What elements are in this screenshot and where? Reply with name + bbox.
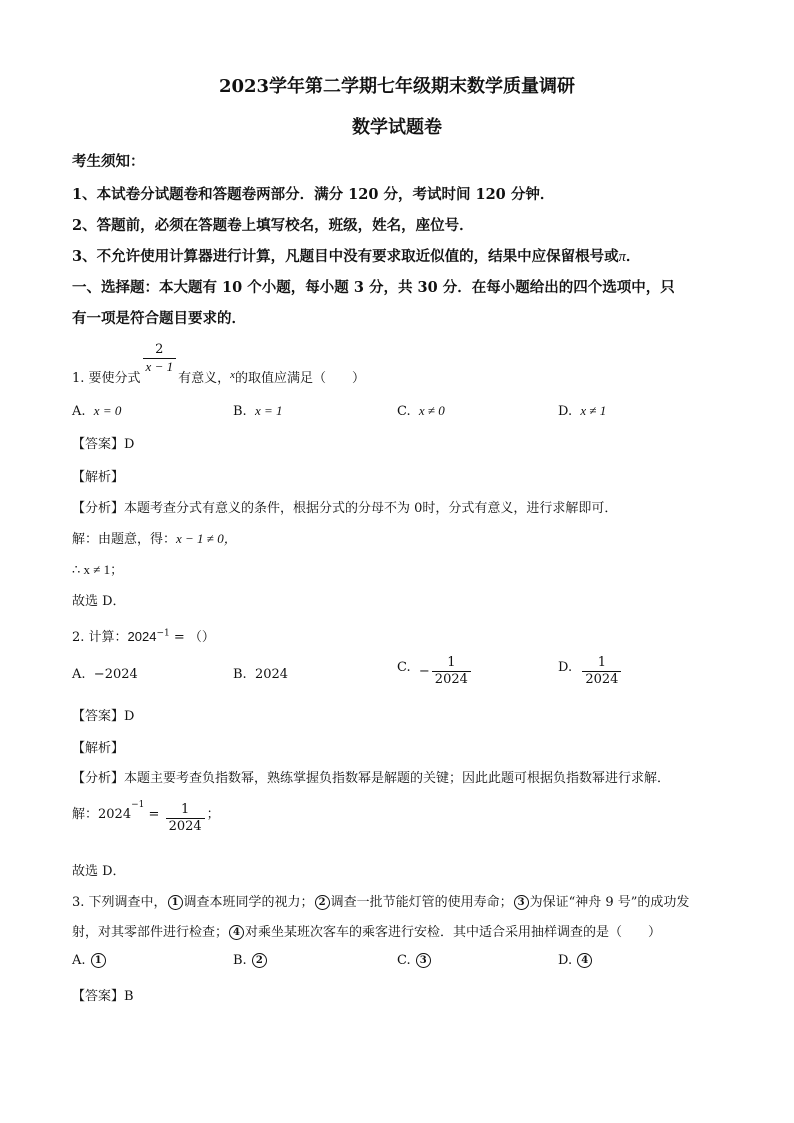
q3-option-c-circle: 3 xyxy=(416,953,431,968)
q1-solution xyxy=(72,528,237,547)
q3-option-b-circle: 2 xyxy=(252,953,267,968)
notice-item-3-end: ． xyxy=(625,248,641,265)
q1-fraction xyxy=(143,342,177,375)
q2-solution-exp: −1 xyxy=(131,799,145,810)
q3-line1-c: 调查一批节能灯管的使用寿命； xyxy=(330,895,513,910)
q2-option-d-fraction xyxy=(582,655,621,688)
q3-line2-b: 对乘坐某班次客车的乘客进行安检．其中适合采用抽样调查的是（ ） xyxy=(245,925,662,940)
q1-suffix: 的取值应满足（ ） xyxy=(235,371,366,386)
question-3-line2 xyxy=(72,921,661,940)
notice-label: 考生须知： xyxy=(72,153,145,170)
section-heading-line2: 有一项是符合题目要求的． xyxy=(72,310,246,327)
q2-option-a xyxy=(72,667,138,682)
q1-prefix: 1. 要使分式 xyxy=(72,371,141,386)
q1-frac-den: x − 1 xyxy=(143,358,177,375)
q1-option-d xyxy=(558,403,606,419)
q3-option-a-letter: A. xyxy=(72,953,86,968)
q1-mid: 有意义， xyxy=(178,371,231,386)
q2-option-c-den: 2024 xyxy=(432,671,471,688)
question-1 xyxy=(72,342,366,386)
q2-analysis-label: 【解析】 xyxy=(72,741,125,756)
q1-option-c-math: x ≠ 0 xyxy=(418,403,445,418)
q3-option-d xyxy=(558,953,593,968)
q2-option-d-den: 2024 xyxy=(582,671,621,688)
q2-option-d-num: 1 xyxy=(597,655,607,670)
q3-line1-b: 调查本班同学的视力； xyxy=(183,895,314,910)
q1-option-b-math: x = 1 xyxy=(254,403,283,418)
q2-solution-den: 2024 xyxy=(166,818,205,835)
q2-option-b-text: 2024 xyxy=(254,667,289,682)
q2-solution-end: ； xyxy=(206,807,220,822)
q3-option-c-letter: C. xyxy=(397,953,411,968)
q2-suffix: = （） xyxy=(169,630,215,645)
q2-option-c-fraction xyxy=(432,655,471,688)
q3-option-b xyxy=(233,953,268,968)
page-title: 2023学年第二学期七年级期末数学质量调研 xyxy=(218,76,576,97)
circled-3: 3 xyxy=(514,895,529,910)
q1-var: x xyxy=(230,369,235,381)
q2-option-b-letter: B. xyxy=(233,667,247,682)
section-heading-line1: 一、选择题：本大题有 10 个小题，每小题 3 分，共 30 分．在每小题给出的四个选项中，只 xyxy=(72,279,675,296)
q3-answer: 【答案】B xyxy=(72,989,134,1004)
q1-option-b-letter: B. xyxy=(233,404,247,419)
q3-option-a-circle: 1 xyxy=(91,953,106,968)
notice-item-1: 1、本试卷分试题卷和答题卷两部分．满分 120 分，考试时间 120 分钟． xyxy=(72,186,555,203)
notice-item-3-text: 3、不允许使用计算器进行计算，凡题目中没有要求取近似值的，结果中应保留根号或 xyxy=(72,248,619,265)
q2-solution-prefix: 解： xyxy=(72,807,99,822)
q1-option-c-letter: C. xyxy=(397,404,411,419)
circled-1: 1 xyxy=(168,895,183,910)
q2-solution-eq: = xyxy=(144,807,164,822)
q3-option-d-letter: D. xyxy=(558,953,573,968)
q2-analysis: 【分析】本题主要考查负指数幂，熟练掌握负指数幂是解题的关键；因此此题可根据负指数幂进行求解． xyxy=(72,771,671,786)
question-2 xyxy=(72,626,215,645)
q2-option-d xyxy=(558,655,623,688)
q2-option-a-text: −2024 xyxy=(93,667,138,682)
q1-solution-prefix: 解：由题意，得： xyxy=(72,532,177,547)
q1-frac-num: 2 xyxy=(155,342,164,357)
q1-solution-math: x − 1 ≠ 0， xyxy=(176,531,237,546)
circled-2: 2 xyxy=(315,895,330,910)
q1-answer: 【答案】D xyxy=(72,437,135,452)
q2-solution xyxy=(72,799,220,835)
circled-4: 4 xyxy=(229,925,244,940)
q3-line1-a: 3. 下列调查中， xyxy=(72,895,167,910)
q2-option-a-letter: A. xyxy=(72,667,86,682)
q1-option-a-math: x = 0 xyxy=(93,403,122,418)
q2-solution-num: 1 xyxy=(180,802,190,817)
q2-prefix: 2. 计算： xyxy=(72,630,128,645)
q1-option-a xyxy=(72,403,121,419)
q3-option-b-letter: B. xyxy=(233,953,247,968)
question-3-line1 xyxy=(72,891,689,910)
q1-analysis: 【分析】本题考查分式有意义的条件，根据分式的分母不为 0时，分式有意义，进行求解即可． xyxy=(72,501,618,516)
q2-option-c xyxy=(397,655,473,688)
q2-option-d-letter: D. xyxy=(558,660,573,675)
q1-option-b xyxy=(233,403,283,419)
q2-solution-fraction xyxy=(166,802,205,835)
q2-choose: 故选 D． xyxy=(72,864,126,879)
q1-choose: 故选 D． xyxy=(72,594,126,609)
q2-option-c-sign: − xyxy=(418,664,430,679)
q1-option-d-letter: D. xyxy=(558,404,573,419)
q1-option-a-letter: A. xyxy=(72,404,86,419)
q2-option-c-letter: C. xyxy=(397,660,411,675)
q3-line2-a: 射，对其零部件进行检查； xyxy=(72,925,229,940)
q1-analysis-label: 【解析】 xyxy=(72,470,125,485)
q3-option-d-circle: 4 xyxy=(577,953,592,968)
notice-item-2: 2、答题前，必须在答题卷上填写校名，班级，姓名，座位号． xyxy=(72,217,474,234)
q2-exp: −1 xyxy=(156,628,170,639)
q2-option-b xyxy=(233,667,288,682)
q1-therefore: ∴ x ≠ 1； xyxy=(72,562,124,577)
q1-option-d-math: x ≠ 1 xyxy=(580,403,607,418)
q2-answer: 【答案】D xyxy=(72,709,135,724)
q1-option-c xyxy=(397,403,445,419)
q2-option-c-num: 1 xyxy=(447,655,456,670)
notice-item-3 xyxy=(72,245,640,266)
pi-symbol: π xyxy=(618,249,626,265)
q3-line1-d: 为保证“神舟 9 号”的成功发 xyxy=(529,895,690,910)
q3-option-a xyxy=(72,953,107,968)
q2-solution-base: 2024 xyxy=(98,807,132,822)
page-subtitle: 数学试题卷 xyxy=(352,117,442,138)
q2-base: 2024 xyxy=(127,629,157,644)
q3-option-c xyxy=(397,953,432,968)
